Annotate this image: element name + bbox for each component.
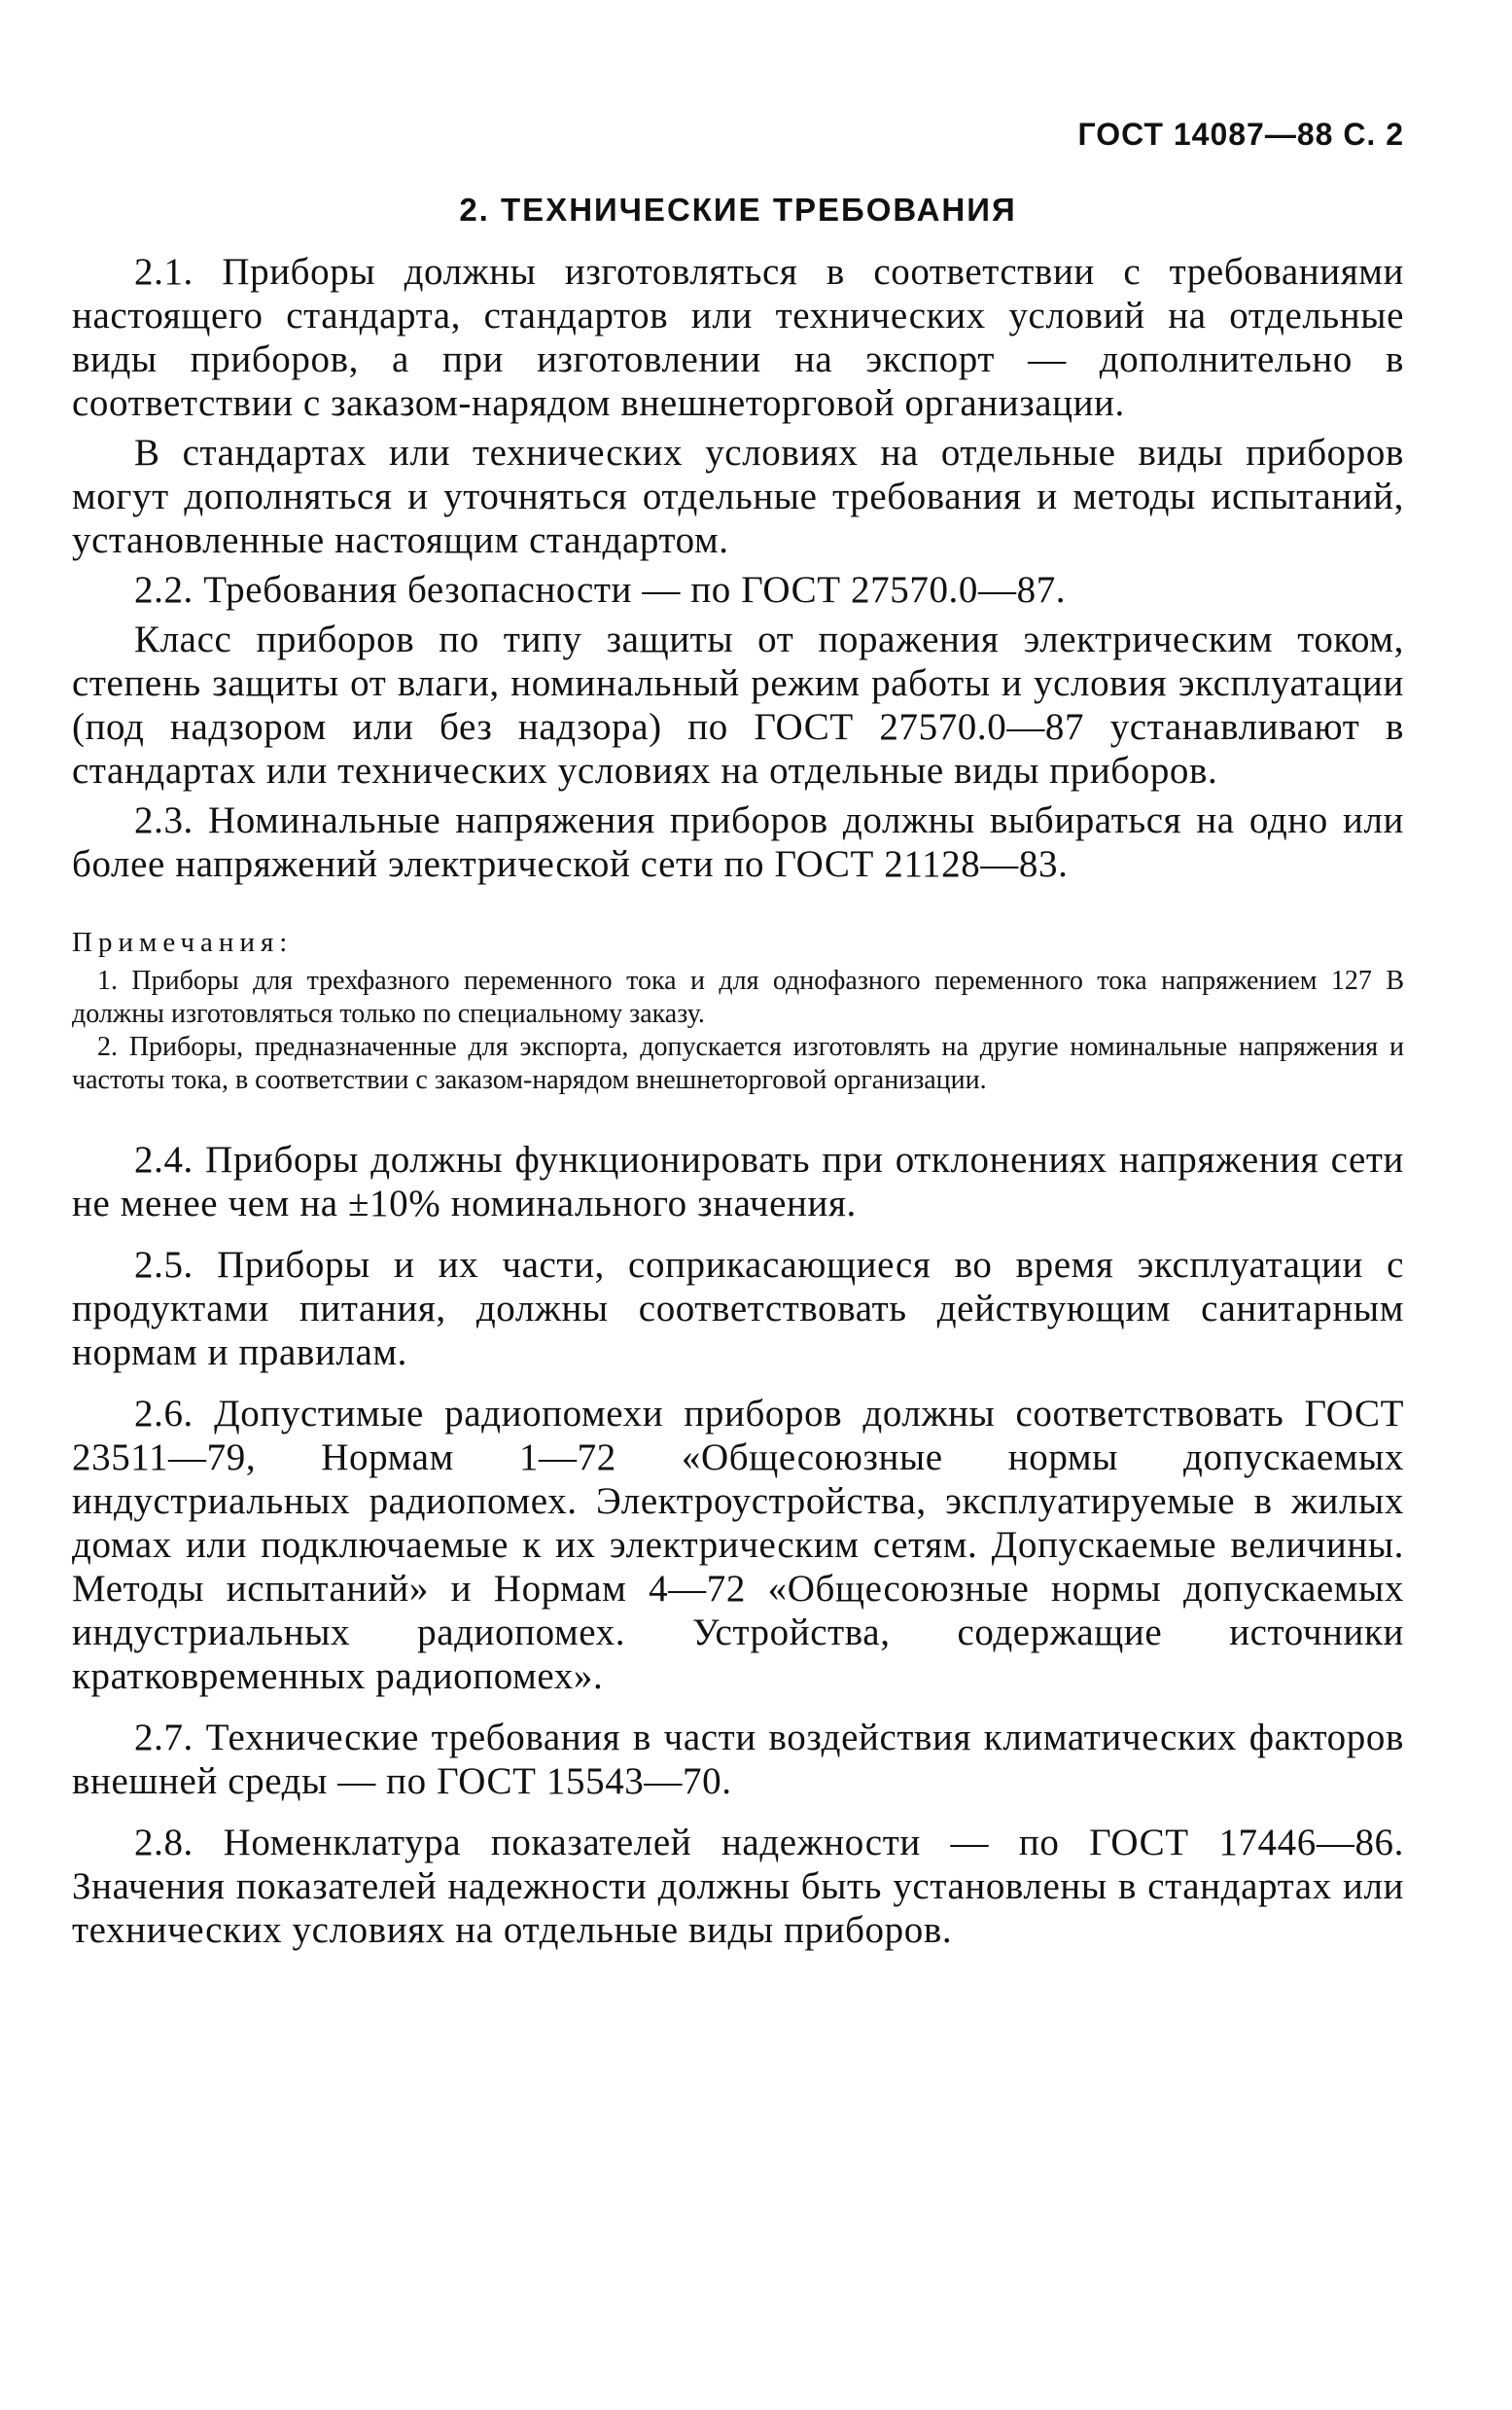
clause-2-7: 2.7. Технические требования в части воздействия климатических факторов внешней среды — по ГОСТ 15543—70. bbox=[72, 1717, 1404, 1802]
document-page bbox=[72, 117, 1404, 1958]
clause-2-1: 2.1. Приборы должны изготовляться в соответствии с требованиями настоящего стандарта, стандартов или технических условий на отдельные виды приборов, а при изготовлении на экспорт — дополнительно в соответствии с заказом-нарядом внешнеторговой организации. bbox=[72, 251, 1404, 424]
running-header: ГОСТ 14087—88 С. 2 bbox=[1077, 117, 1404, 152]
note-item: 1. Приборы для трехфазного переменного тока и для однофазного переменного тока напряжением 127 В должны изготовляться только по специальному заказу. bbox=[72, 966, 1404, 1029]
note-item: 2. Приборы, предназначенные для экспорта, допускается изготовлять на другие номинальные напряжения и частоты тока, в соответствии с заказом-нарядом внешнеторговой организации. bbox=[72, 1032, 1404, 1095]
clause-2-3: 2.3. Номинальные напряжения приборов должны выбираться на одно или более напряжений электрической сети по ГОСТ 21128—83. bbox=[72, 799, 1404, 885]
clause-2-2-continuation: Класс приборов по типу защиты от поражения электрическим током, степень защиты от влаги, номинальный режим работы и условия эксплуатации (под надзором или без надзора) по ГОСТ 27570.0—87 устанавливают в стандартах или технических условиях на отдельные виды приборов. bbox=[72, 619, 1404, 792]
notes-heading: Примечания: bbox=[72, 927, 294, 958]
clause-2-1-continuation: В стандартах или технических условиях на отдельные виды приборов могут дополняться и уточняться отдельные требования и методы испытаний, установленные настоящим стандартом. bbox=[72, 432, 1404, 561]
clause-2-6: 2.6. Допустимые радиопомехи приборов должны соответствовать ГОСТ 23511—79, Нормам 1—72 «Общесоюзные нормы допускаемых индустриальных радиопомех. Электроустройства, эксплуатируемые в жилых домах или подключаемые к их электрическим сетям. Допускаемые величины. Методы испытаний» и Нормам 4—72 «Общесоюзные нормы допускаемых индустриальных радиопомех. Устройства, содержащие источники кратковременных радиопомех». bbox=[72, 1393, 1404, 1697]
clause-2-8: 2.8. Номенклатура показателей надежности — по ГОСТ 17446—86. Значения показателей надежности должны быть установлены в стандартах или технических условиях на отдельные виды приборов. bbox=[72, 1822, 1404, 1951]
clause-2-4: 2.4. Приборы должны функционировать при отклонениях напряжения сети не менее чем на ±10% номинального значения. bbox=[72, 1139, 1404, 1224]
notes-block bbox=[72, 927, 1404, 1097]
section-title: 2. ТЕХНИЧЕСКИЕ ТРЕБОВАНИЯ bbox=[459, 192, 1017, 228]
clause-2-2: 2.2. Требования безопасности — по ГОСТ 27570.0—87. bbox=[134, 569, 1067, 611]
clause-2-5: 2.5. Приборы и их части, соприкасающиеся во время эксплуатации с продуктами питания, должны соответствовать действующим санитарным нормам и правилам. bbox=[72, 1244, 1404, 1373]
